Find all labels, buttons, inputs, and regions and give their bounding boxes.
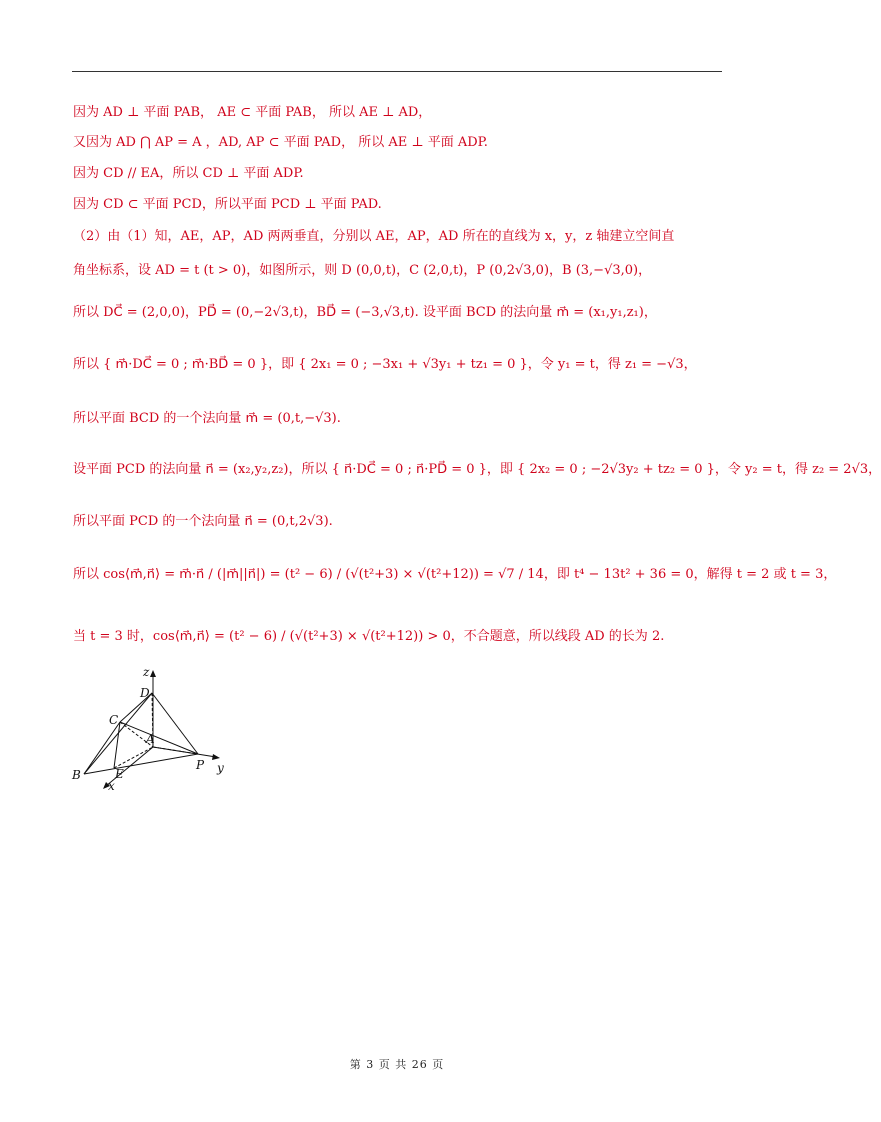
label-y: y [217, 761, 224, 775]
text-line-13: 当 t = 3 时，cos⟨m⃗,n⃗⟩ = (t² − 6) / (√(t²+3) × √(t²+12)) > 0，不合题意，所以线段 AD 的长为 2. [73, 629, 665, 644]
text-line-10: 设平面 PCD 的法向量 n⃗ = (x₂,y₂,z₂)，所以 { n⃗·DC⃗ = 0 ; n⃗·PD⃗ = 0 }，即 { 2x₂ = 0 ; −2√3y₂ + tz₂ = 0 }，令 y₂ = t，得 z₂ = 2√3， [73, 462, 881, 477]
geometry-figure [66, 662, 236, 792]
label-D: D [140, 686, 150, 700]
text-line-4: 因为 CD ⊂ 平面 PCD，所以平面 PCD ⊥ 平面 PAD. [73, 197, 382, 212]
text-line-1: 因为 AD ⊥ 平面 PAB， AE ⊂ 平面 PAB， 所以 AE ⊥ AD， [73, 105, 432, 120]
z-axis-arrow-icon [150, 670, 156, 677]
text-line-3: 因为 CD // EA，所以 CD ⊥ 平面 ADP. [73, 166, 304, 181]
text-line-8: 所以 { m⃗·DC⃗ = 0 ; m⃗·BD⃗ = 0 }，即 { 2x₁ = 0 ; −3x₁ + √3y₁ + tz₁ = 0 }，令 y₁ = t，得 z₁ = −√3， [73, 357, 697, 372]
text-line-12: 所以 cos⟨m⃗,n⃗⟩ = m⃗·n⃗ / (|m⃗||n⃗|) = (t² − 6) / (√(t²+3) × √(t²+12)) = √7 / 14，即 t⁴ − 13t² + 36 = 0，解得 t = 2 或 t = 3， [73, 567, 837, 582]
text-line-5: （2）由（1）知，AE，AP，AD 两两垂直，分别以 AE，AP，AD 所在的直线为 x，y，z 轴建立空间直 [73, 229, 675, 244]
text-line-6: 角坐标系，设 AD = t (t > 0)，如图所示，则 D (0,0,t)，C (2,0,t)，P (0,2√3,0)，B (3,−√3,0)， [73, 263, 652, 278]
page-footer: 第 3 页 共 26 页 [349, 1058, 445, 1071]
y-axis-arrow-icon [212, 754, 220, 760]
text-line-2: 又因为 AD ⋂ AP = A ，AD, AP ⊂ 平面 PAD， 所以 AE ⊥ 平面 ADP. [73, 135, 488, 150]
label-A: A [146, 732, 155, 746]
label-x: x [108, 779, 115, 793]
text-line-11: 所以平面 PCD 的一个法向量 n⃗ = (0,t,2√3). [73, 514, 333, 529]
label-z: z [143, 665, 150, 679]
label-C: C [109, 713, 119, 727]
label-P: P [196, 758, 205, 772]
text-line-7: 所以 DC⃗ = (2,0,0)，PD⃗ = (0,−2√3,t)，BD⃗ = (−3,√3,t). 设平面 BCD 的法向量 m⃗ = (x₁,y₁,z₁)， [73, 305, 657, 320]
edge-BD [84, 693, 152, 774]
text-line-9: 所以平面 BCD 的一个法向量 m⃗ = (0,t,−√3). [73, 411, 341, 426]
header-rule [72, 71, 722, 72]
label-B: B [72, 768, 81, 782]
label-E: E [115, 767, 124, 781]
